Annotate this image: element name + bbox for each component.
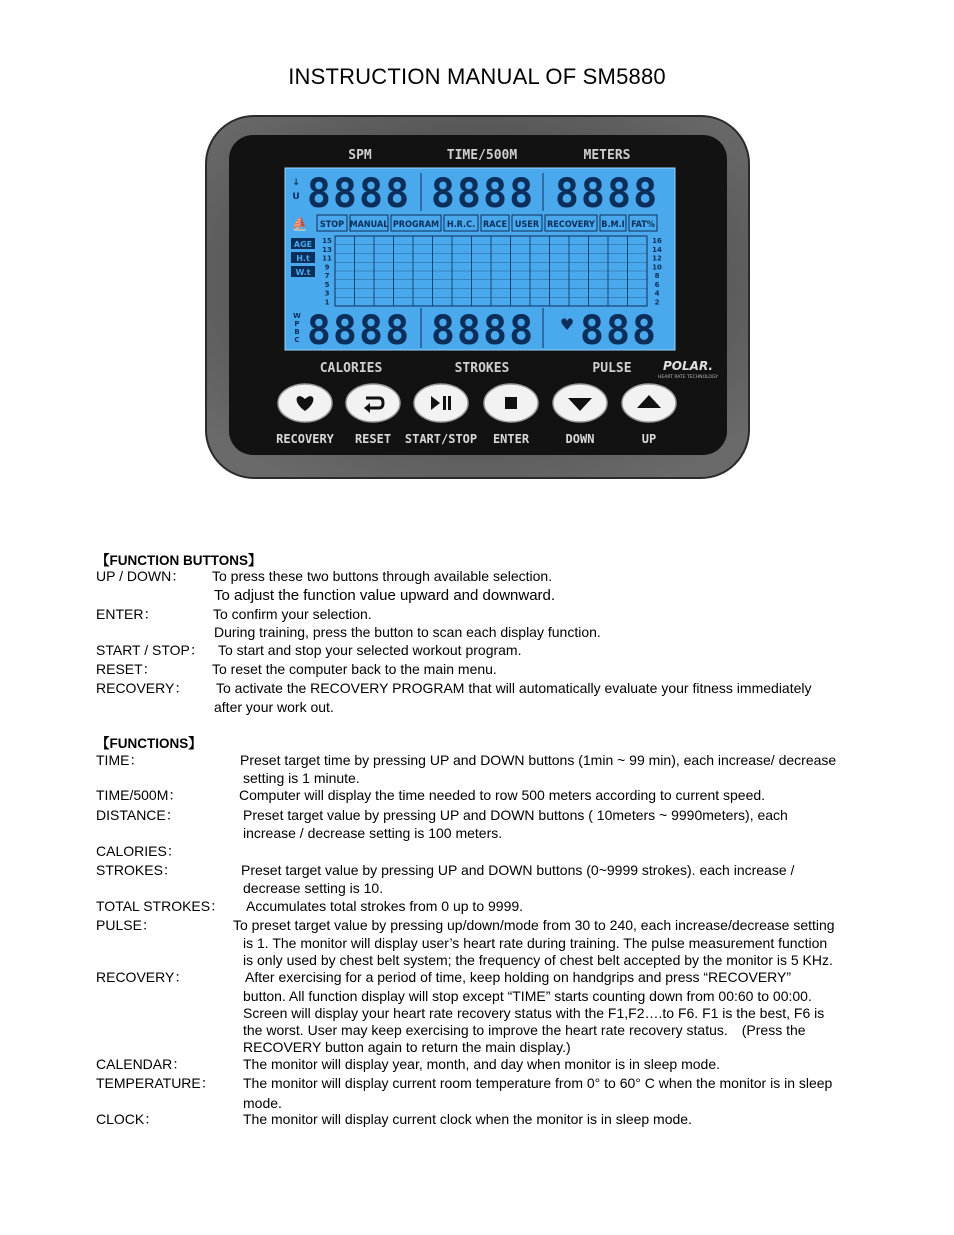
fn-label-time-500m: TIME/500M： — [96, 787, 183, 803]
console-button-enter[interactable] — [484, 384, 538, 422]
fn-text: RECOVERY button again to return the main display.) — [243, 1039, 571, 1055]
console-button-down[interactable] — [553, 384, 607, 422]
fn-text: setting is 1 minute. — [243, 770, 360, 786]
lcd-mode-tab-label: USER — [514, 220, 540, 230]
lcd-level-number: 10 — [652, 263, 662, 272]
lcd-level-number: 15 — [322, 237, 332, 245]
lcd-side-tag — [291, 266, 315, 277]
console-top-label: TIME/500M — [446, 148, 518, 163]
fn-label-clock: CLOCK： — [96, 1111, 159, 1127]
lcd-mode-tab-label: STOP — [319, 220, 345, 230]
fn-text: is only used by chest belt system; the frequency of chest belt accepted by the monitor is 5 KHz. — [243, 952, 833, 968]
console-bottom-label: CALORIES — [319, 361, 383, 376]
fn-label-recovery: RECOVERY： — [96, 969, 189, 985]
fb-text: To adjust the function value upward and downward. — [214, 587, 556, 604]
lcd-level-number: 3 — [324, 289, 330, 298]
fb-label-enter: ENTER： — [96, 606, 158, 622]
lcd-side-tag-label: W.t — [295, 268, 311, 277]
fn-label-temperature: TEMPERATURE： — [96, 1075, 215, 1091]
fb-label-recovery: RECOVERY： — [96, 680, 189, 696]
fn-text: Computer will display the time needed to row 500 meters according to current speed. — [239, 787, 766, 803]
fn-text: button. All function display will stop except “TIME” starts counting down from 00:60 to 00:00. — [243, 988, 812, 1004]
fn-text: decrease setting is 10. — [243, 880, 384, 896]
lcd-side-mark: C — [294, 336, 300, 344]
lcd-level-number: 5 — [324, 280, 330, 289]
page-title: INSTRUCTION MANUAL OF SM5880 — [288, 64, 666, 89]
lcd-level-number: 12 — [652, 254, 662, 263]
fn-label-strokes: STROKES： — [96, 862, 177, 878]
lcd-level-number: 9 — [324, 263, 330, 272]
lcd-side-tag-label: H.t — [296, 254, 310, 263]
fb-label-reset: RESET： — [96, 661, 157, 677]
lcd-level-number: 8 — [654, 272, 660, 280]
lcd-side-tag-label: AGE — [293, 240, 313, 249]
lcd-heart-icon: ♥ — [559, 315, 575, 334]
lcd-mode-tab-label: RECOVERY — [547, 220, 595, 230]
lcd-digits-top: 8888 — [306, 171, 412, 217]
fb-text: To press these two buttons through available selection. — [212, 568, 553, 584]
lcd-mode-tab-label: H.R.C. — [446, 220, 476, 230]
lcd-digits-bottom: 8888 — [306, 308, 412, 354]
console-button-start-stop[interactable] — [414, 384, 468, 422]
fn-text: Preset target value by pressing UP and DOWN buttons ( 10meters ~ 9990meters), each — [243, 807, 788, 823]
console-top-label: METERS — [583, 148, 631, 163]
brand-logo: POLAR. — [663, 359, 713, 373]
fn-text: The monitor will display current room temperature from 0° to 60° C when the monitor is in sleep — [243, 1075, 833, 1091]
lcd-side-mark: U — [292, 192, 300, 202]
fn-label-calendar: CALENDAR： — [96, 1056, 187, 1072]
lcd-level-number: 4 — [654, 289, 660, 298]
lcd-level-number: 13 — [322, 245, 332, 254]
lcd-digits-top: 8888 — [430, 171, 536, 217]
lcd-digits-top: 8888 — [554, 171, 660, 217]
fb-text: During training, press the button to scan each display function. — [214, 624, 601, 640]
fn-label-distance: DISTANCE： — [96, 807, 180, 823]
console-button-label: START/STOP — [404, 432, 478, 446]
lcd-side-mark: B — [294, 328, 300, 336]
fn-text: the worst. User may keep exercising to improve the heart rate recovery status. (Press the — [243, 1022, 806, 1038]
stop-square-icon — [505, 397, 517, 409]
function-buttons-heading: 【FUNCTION BUTTONS】 — [96, 553, 262, 568]
lcd-mode-tab-label: MANUAL — [349, 220, 389, 230]
lcd-mode-tab-label: PROGRAM — [392, 220, 440, 230]
rower-icon: ⛵ — [291, 217, 309, 232]
lcd-mode-tab-label: RACE — [483, 220, 507, 230]
fb-label-start-stop: START / STOP： — [96, 642, 204, 658]
fn-text: To preset target value by pressing up/down/mode from 30 to 240, each increase/decrease setting — [233, 917, 835, 933]
fb-text: To activate the RECOVERY PROGRAM that will automatically evaluate your fitness immediately — [216, 680, 812, 696]
console-illustration — [205, 115, 750, 479]
console-button-label: RESET — [354, 432, 392, 446]
fb-text: after your work out. — [214, 699, 334, 715]
console-button-label: ENTER — [492, 432, 530, 446]
fn-text: Screen will display your heart rate recovery status with the F1,F2….to F6. F1 is the best, F6 is — [243, 1005, 825, 1021]
lcd-side-tag — [291, 252, 315, 263]
fn-text: The monitor will display year, month, and day when monitor is in sleep mode. — [243, 1056, 721, 1072]
fn-text: Accumulates total strokes from 0 up to 9999. — [246, 898, 524, 914]
lcd-level-number: 2 — [654, 298, 660, 307]
fn-label-total-strokes: TOTAL STROKES： — [96, 898, 225, 914]
fb-text: To reset the computer back to the main menu. — [212, 661, 497, 677]
fn-text: Preset target time by pressing UP and DOWN buttons (1min ~ 99 min), each increase/ decrease — [240, 752, 837, 768]
console-button-label: DOWN — [565, 432, 595, 446]
lcd-level-number: 11 — [322, 254, 332, 263]
fn-text: After exercising for a period of time, keep holding on handgrips and press “RECOVERY” — [245, 969, 792, 985]
fn-text: Preset target value by pressing UP and DOWN buttons (0~9999 strokes). each increase / — [241, 862, 795, 878]
fn-text: The monitor will display current clock when the monitor is in sleep mode. — [243, 1111, 692, 1127]
console-bottom-label: PULSE — [592, 361, 632, 376]
fn-label-pulse: PULSE： — [96, 917, 156, 933]
fb-text: To confirm your selection. — [213, 606, 372, 622]
lcd-level-number: 7 — [324, 272, 330, 280]
lcd-digits-bottom: 8888 — [430, 308, 536, 354]
lcd-digits-bottom: 888 — [579, 308, 659, 354]
console-bottom-label: STROKES — [454, 361, 510, 376]
lcd-level-number: 16 — [652, 237, 662, 245]
functions-heading: 【FUNCTIONS】 — [96, 736, 202, 751]
console-button-label: UP — [641, 432, 657, 446]
fn-label-time: TIME： — [96, 752, 144, 768]
lcd-level-number: 6 — [654, 280, 660, 289]
fb-text: To start and stop your selected workout program. — [218, 642, 522, 658]
lcd-mode-tab-label: FAT% — [631, 220, 655, 230]
fb-label-up-down: UP / DOWN： — [96, 568, 186, 584]
brand-tagline: HEART RATE TECHNOLOGY — [658, 375, 718, 380]
console-button-label: RECOVERY — [276, 432, 334, 446]
console-button-recovery[interactable] — [278, 384, 332, 422]
lcd-side-tag — [291, 238, 315, 249]
fn-text: is 1. The monitor will display user’s heart rate during training. The pulse measurement function — [243, 935, 828, 951]
lcd-side-mark: ↓ — [292, 178, 300, 188]
console-button-reset[interactable] — [346, 384, 400, 422]
fn-text: mode. — [243, 1095, 282, 1111]
console-button-up[interactable] — [622, 384, 676, 422]
fn-text: increase / decrease setting is 100 meters. — [243, 825, 503, 841]
lcd-level-number: 1 — [324, 298, 330, 307]
console-top-label: SPM — [348, 148, 372, 163]
lcd-mode-tab-label: B.M.I — [601, 220, 625, 230]
lcd-side-mark: W — [293, 312, 301, 320]
lcd-level-number: 14 — [652, 245, 662, 254]
lcd-side-mark: P — [294, 320, 300, 328]
fn-label-calories: CALORIES： — [96, 843, 181, 859]
